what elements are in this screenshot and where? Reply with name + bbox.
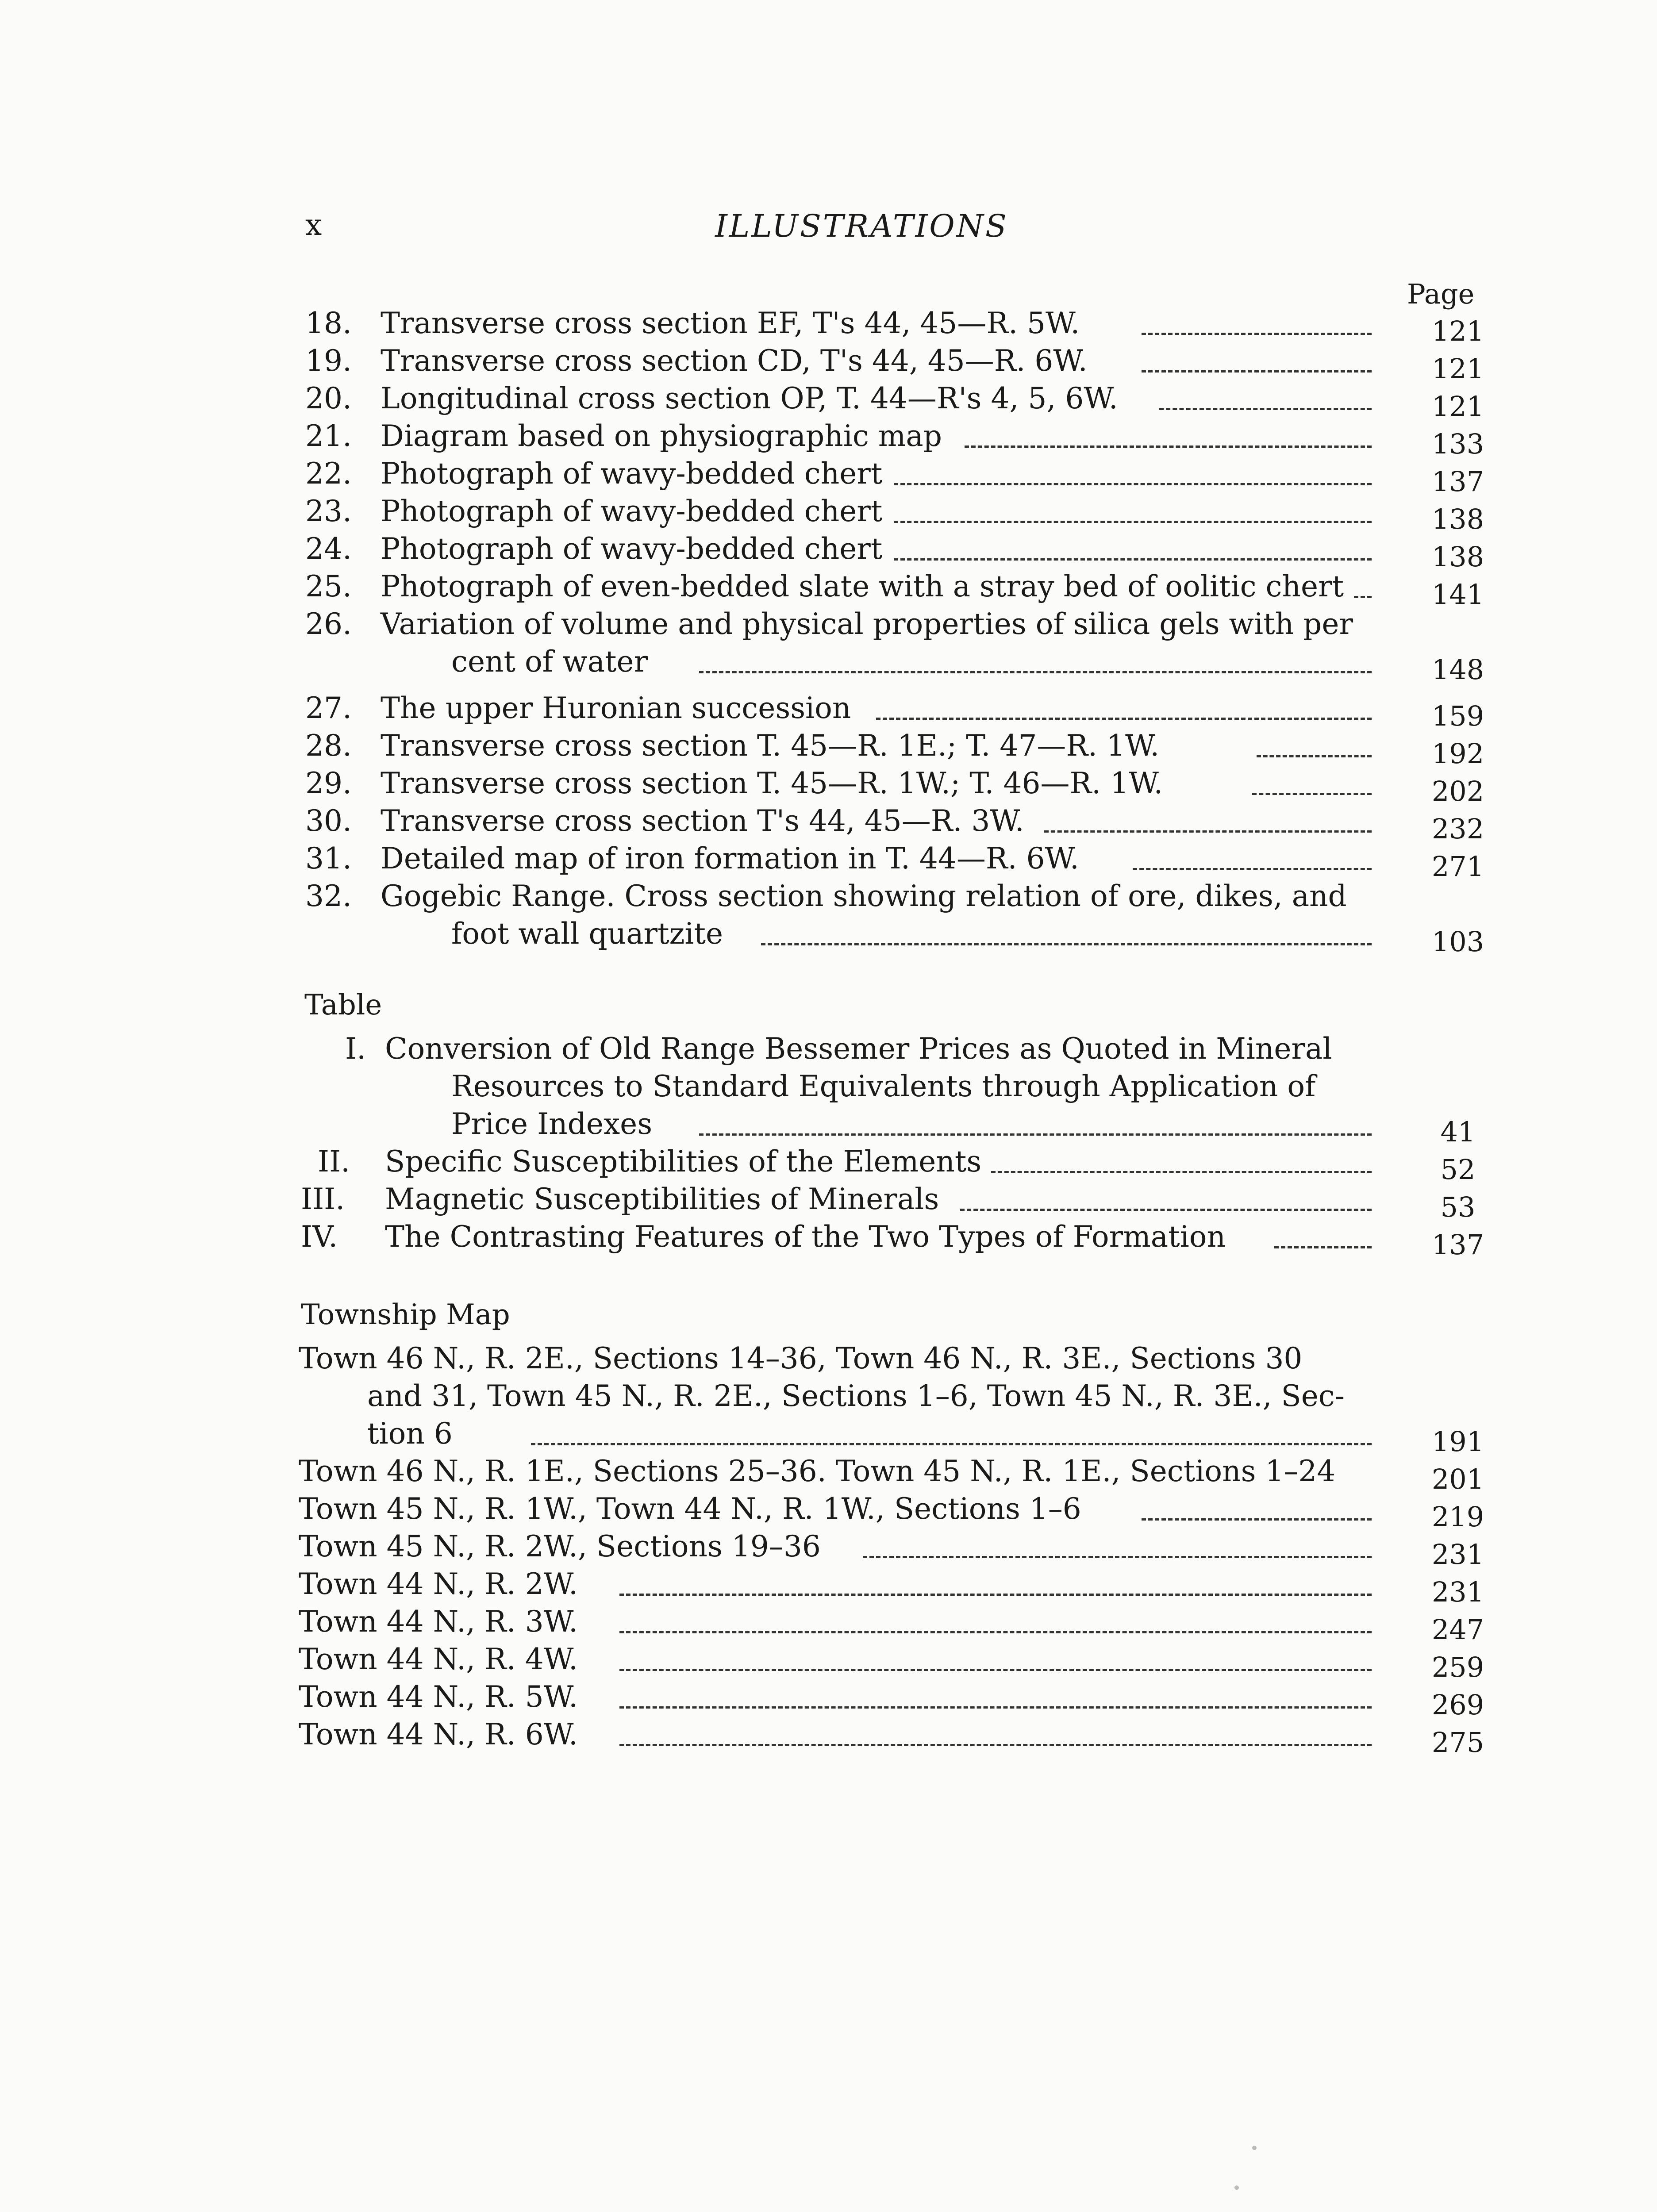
dot-leader xyxy=(894,483,1372,485)
entry-text: Variation of volume and physical properties of silica gels with per xyxy=(381,607,1353,641)
entry-text: Town 45 N., R. 1W., Town 44 N., R. 1W., Sections 1–6 xyxy=(299,1492,1081,1526)
scan-speck xyxy=(1252,2146,1257,2150)
figure-entry xyxy=(0,606,1657,646)
page-number: 247 xyxy=(1431,1613,1484,1646)
dot-leader xyxy=(699,1133,1372,1136)
figure-entry xyxy=(0,728,1657,768)
page-number: 231 xyxy=(1431,1576,1484,1608)
township-entry xyxy=(0,1679,1657,1719)
page-title: ILLUSTRATIONS xyxy=(715,208,1008,244)
page-number: 192 xyxy=(1431,737,1484,770)
entry-text: Town 44 N., R. 4W. xyxy=(299,1642,578,1676)
page-number: 138 xyxy=(1431,541,1484,573)
page-number: 138 xyxy=(1431,503,1484,535)
dot-leader xyxy=(619,1631,1372,1633)
scan-speck xyxy=(1234,2185,1239,2190)
entry-text: Photograph of even-bedded slate with a stray bed of oolitic chert xyxy=(381,569,1344,603)
figure-entry xyxy=(0,568,1657,611)
dot-leader xyxy=(619,1594,1372,1596)
entry-text: Transverse cross section T's 44, 45—R. 3W. xyxy=(381,804,1024,838)
entry-number: 22. xyxy=(305,457,352,491)
figure-entry xyxy=(0,343,1657,383)
figure-entry xyxy=(0,841,1657,883)
page-number: 133 xyxy=(1431,428,1484,460)
figure-entry xyxy=(0,305,1657,345)
entry-text: Photograph of wavy-bedded chert xyxy=(381,457,883,491)
township-entry-cont xyxy=(0,1378,1657,1418)
entry-text: Town 44 N., R. 2W. xyxy=(299,1567,578,1601)
entry-text: Town 45 N., R. 2W., Sections 19–36 xyxy=(299,1529,821,1563)
entry-number: 29. xyxy=(305,766,352,800)
entry-number: III. xyxy=(301,1182,345,1216)
township-entry xyxy=(0,1453,1657,1493)
page-number: 259 xyxy=(1431,1651,1484,1683)
entry-number: 30. xyxy=(305,804,352,838)
entry-text: Resources to Standard Equivalents through Application of xyxy=(451,1069,1316,1103)
entry-text: Town 46 N., R. 1E., Sections 25–36. Town 45 N., R. 1E., Sections 1–24 xyxy=(299,1454,1336,1488)
entry-number: 25. xyxy=(305,569,352,603)
dot-leader xyxy=(894,521,1372,523)
township-entry-cont xyxy=(0,1416,1657,1458)
entry-text: Transverse cross section T. 45—R. 1E.; T. 47—R. 1W. xyxy=(381,729,1160,763)
page-number: 41 xyxy=(1440,1116,1476,1148)
figure-entry xyxy=(0,878,1657,918)
entry-number: 19. xyxy=(305,344,352,378)
township-entry xyxy=(0,1491,1657,1531)
page-numeral: x xyxy=(305,208,322,242)
dot-leader xyxy=(1252,793,1372,795)
page-column-label: Page xyxy=(1407,278,1475,310)
entry-text: Town 44 N., R. 6W. xyxy=(299,1717,578,1751)
dot-leader xyxy=(699,671,1372,673)
entry-text: Transverse cross section EF, T's 44, 45—R. 5W. xyxy=(381,306,1080,340)
entry-text: Transverse cross section CD, T's 44, 45—R. 6W. xyxy=(381,344,1088,378)
table-entry-cont xyxy=(0,1068,1657,1108)
entry-text: Diagram based on physiographic map xyxy=(381,419,942,453)
entry-text: tion 6 xyxy=(367,1417,453,1451)
entry-text: Town 44 N., R. 5W. xyxy=(299,1680,578,1714)
entry-number: II. xyxy=(318,1144,350,1179)
township-section-label: Township Map xyxy=(301,1298,510,1331)
dot-leader xyxy=(863,1556,1372,1558)
dot-leader xyxy=(965,445,1372,448)
page-number: 148 xyxy=(1431,653,1484,686)
dot-leader xyxy=(1142,1518,1372,1521)
dot-leader xyxy=(894,558,1372,561)
page-number: 121 xyxy=(1431,390,1484,422)
entry-text: and 31, Town 45 N., R. 2E., Sections 1–6, Town 45 N., R. 3E., Sec- xyxy=(367,1379,1345,1413)
entry-text: Detailed map of iron formation in T. 44—R. 6W. xyxy=(381,841,1079,876)
page-number: 52 xyxy=(1440,1153,1476,1186)
entry-text: Photograph of wavy-bedded chert xyxy=(381,494,883,528)
figure-entry xyxy=(0,380,1657,420)
dot-leader xyxy=(619,1744,1372,1746)
entry-text: Transverse cross section T. 45—R. 1W.; T. 46—R. 1W. xyxy=(381,766,1163,800)
figure-entry xyxy=(0,456,1657,498)
dot-leader xyxy=(1257,755,1372,757)
page-number: 232 xyxy=(1431,813,1484,845)
page-number: 137 xyxy=(1431,465,1484,498)
township-entry xyxy=(0,1641,1657,1681)
dot-leader xyxy=(1354,596,1372,598)
page-number: 121 xyxy=(1431,315,1484,347)
dot-leader xyxy=(960,1209,1372,1211)
township-entry xyxy=(0,1566,1657,1606)
township-entry xyxy=(0,1340,1657,1380)
page-number: 191 xyxy=(1431,1425,1484,1458)
entry-text: Specific Susceptibilities of the Elements xyxy=(385,1144,982,1179)
dot-leader xyxy=(1133,868,1372,870)
entry-text: Gogebic Range. Cross section showing relation of ore, dikes, and xyxy=(381,879,1347,913)
table-entry xyxy=(0,1219,1657,1259)
table-entry xyxy=(0,1181,1657,1221)
dot-leader xyxy=(1159,408,1372,410)
entry-text: Town 46 N., R. 2E., Sections 14–36, Town 46 N., R. 3E., Sections 30 xyxy=(299,1341,1303,1375)
entry-number: 27. xyxy=(305,691,352,725)
entry-text: Conversion of Old Range Bessemer Prices as Quoted in Mineral xyxy=(385,1032,1332,1066)
page-number: 271 xyxy=(1431,850,1484,883)
entry-text: foot wall quartzite xyxy=(451,917,723,951)
township-entry xyxy=(0,1717,1657,1759)
entry-text: The upper Huronian succession xyxy=(381,691,851,725)
dot-leader xyxy=(1274,1246,1372,1248)
page-number: 53 xyxy=(1440,1191,1476,1223)
page-number: 201 xyxy=(1431,1463,1484,1495)
entry-text: The Contrasting Features of the Two Types of Formation xyxy=(385,1220,1226,1254)
entry-number: I. xyxy=(345,1032,366,1066)
page-number: 202 xyxy=(1431,775,1484,807)
page-number: 141 xyxy=(1431,578,1484,611)
entry-number: 21. xyxy=(305,419,352,453)
page-number: 103 xyxy=(1431,926,1484,958)
page-number: 121 xyxy=(1431,353,1484,385)
entry-number: 26. xyxy=(305,607,352,641)
page-number: 137 xyxy=(1431,1229,1484,1261)
page-number: 275 xyxy=(1431,1726,1484,1759)
dot-leader xyxy=(761,943,1372,945)
page-number: 219 xyxy=(1431,1501,1484,1533)
figure-entry xyxy=(0,493,1657,533)
dot-leader xyxy=(1142,370,1372,373)
entry-text: Longitudinal cross section OP, T. 44—R's 4, 5, 6W. xyxy=(381,381,1118,415)
figure-entry-cont xyxy=(0,644,1657,684)
page-number: 159 xyxy=(1431,700,1484,732)
entry-number: 24. xyxy=(305,532,352,566)
figure-entry xyxy=(0,531,1657,571)
entry-text: Magnetic Susceptibilities of Minerals xyxy=(385,1182,939,1216)
dot-leader xyxy=(991,1171,1372,1173)
page-number: 269 xyxy=(1431,1689,1484,1721)
table-entry xyxy=(0,1144,1657,1186)
entry-text: Town 44 N., R. 3W. xyxy=(299,1605,578,1639)
dot-leader xyxy=(876,718,1372,720)
entry-number: 32. xyxy=(305,879,352,913)
dot-leader xyxy=(1044,830,1372,833)
entry-number: 20. xyxy=(305,381,352,415)
dot-leader xyxy=(619,1706,1372,1709)
township-entry xyxy=(0,1604,1657,1644)
figure-entry xyxy=(0,690,1657,730)
entry-text: cent of water xyxy=(451,645,648,679)
dot-leader xyxy=(1142,333,1372,335)
table-entry-cont xyxy=(0,1106,1657,1146)
entry-number: 31. xyxy=(305,841,352,876)
dot-leader xyxy=(531,1443,1372,1445)
figure-entry-cont xyxy=(0,916,1657,956)
figure-entry xyxy=(0,418,1657,458)
entry-number: 23. xyxy=(305,494,352,528)
dot-leader xyxy=(619,1669,1372,1671)
figure-entry xyxy=(0,803,1657,843)
figure-entry xyxy=(0,765,1657,805)
entry-text: Price Indexes xyxy=(451,1107,653,1141)
entry-number: 28. xyxy=(305,729,352,763)
township-entry xyxy=(0,1528,1657,1571)
entry-text: Photograph of wavy-bedded chert xyxy=(381,532,883,566)
table-entry xyxy=(0,1031,1657,1071)
entry-number: 18. xyxy=(305,306,352,340)
table-section-label: Table xyxy=(304,989,382,1022)
page-number: 231 xyxy=(1431,1538,1484,1571)
entry-number: IV. xyxy=(301,1220,338,1254)
